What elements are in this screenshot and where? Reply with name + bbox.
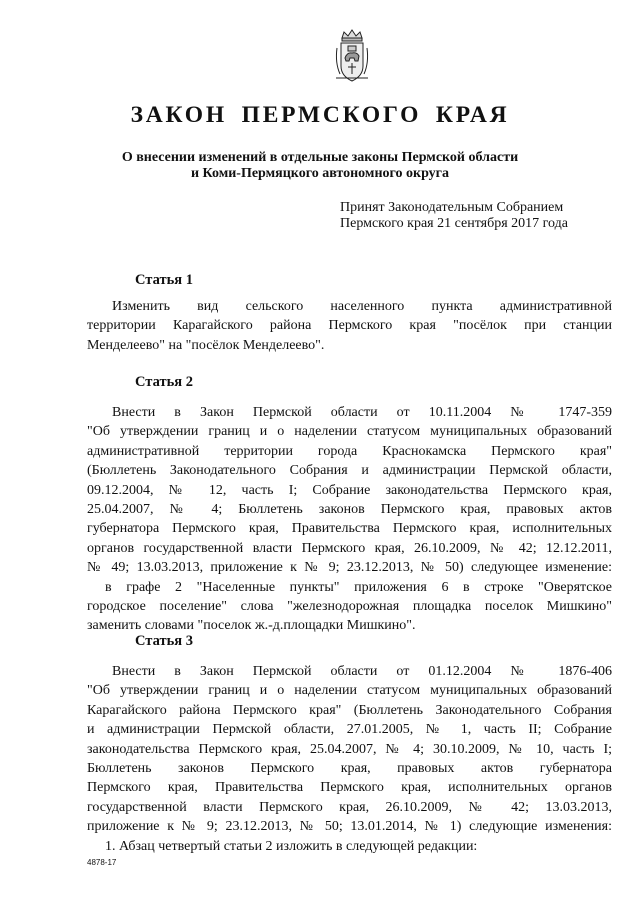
law-subtitle xyxy=(0,150,640,182)
text-line: административной территории города Краснокамска Пермского края" xyxy=(87,443,612,459)
law-title-text: ЗАКОН ПЕРМСКОГО КРАЯ xyxy=(130,102,510,128)
adoption-note xyxy=(340,200,568,232)
text-line: приложение к № 9; 23.12.2013, № 50; 13.01.2014, № 1) следующие изменения: xyxy=(87,819,612,835)
article-3-heading: Статья 3 xyxy=(135,633,193,649)
text-line: заменить словами "поселок ж.-д.площадки Мишкино". xyxy=(87,618,416,634)
text-line: Менделеево" на "посёлок Менделеево". xyxy=(87,337,325,353)
subtitle-line: и Коми-Пермяцкого автономного округа xyxy=(190,166,450,181)
article-1-body xyxy=(87,297,612,355)
text-line: губернатора Пермского края, Правительства Пермского края, исполнительных xyxy=(87,521,612,537)
subtitle-line: О внесении изменений в отдельные законы Пермской области xyxy=(121,150,519,165)
text-line: территории Карагайского района Пермского края "посёлок при станции xyxy=(87,318,612,334)
perm-krai-coat-of-arms-icon xyxy=(333,28,371,84)
text-line: № 49; 13.03.2013, приложение к № 9; 23.12.2013, № 50) следующее изменение: xyxy=(87,560,612,576)
text-line: 1. Абзац четвертый статьи 2 изложить в следующей редакции: xyxy=(105,838,478,854)
adoption-line: Принят Законодательным Собранием xyxy=(340,200,564,215)
text-line: 09.12.2004, № 12, часть I; Собрание законодательства Пермского края, xyxy=(87,482,612,498)
law-title xyxy=(0,102,640,129)
article-2-body xyxy=(87,403,612,636)
article-3-body xyxy=(87,662,612,856)
document-registration-code: 4878-17 xyxy=(87,858,117,867)
text-line: 25.04.2007, № 4; Бюллетень законов Пермского края, правовых актов xyxy=(87,502,612,518)
text-line: (Бюллетень Законодательного Собрания и администрации Пермской области, xyxy=(87,463,612,479)
text-line: органов государственной власти Пермского края, 26.10.2009, № 42; 12.12.2011, xyxy=(87,540,612,556)
text-line: Внести в Закон Пермской области от 10.11.2004 № 1747-359 xyxy=(112,405,612,420)
adoption-line: Пермского края 21 сентября 2017 года xyxy=(340,216,568,231)
text-line: "Об утверждении границ и о наделении статусом муниципальных образований xyxy=(87,424,612,440)
text-line: законодательства Пермского края, 25.04.2007, № 4; 30.10.2009, № 10, часть I; xyxy=(87,741,612,757)
text-line: Внести в Закон Пермской области от 01.12.2004 № 1876-406 xyxy=(112,664,612,679)
text-line: "Об утверждении границ и о наделении статусом муниципальных образований xyxy=(87,683,612,699)
text-line: Карагайского района Пермского края" (Бюллетень Законодательного Собрания xyxy=(87,702,612,718)
text-line: Изменить вид сельского населенного пункта административной xyxy=(112,299,612,314)
text-line: государственной власти Пермского края, 26.10.2009, № 42; 13.03.2013, xyxy=(87,799,612,815)
text-line: Бюллетень законов Пермского края, правовых актов губернатора xyxy=(87,761,612,777)
text-line: и администрации Пермской области, 27.01.2005, № 1, часть II; Собрание xyxy=(87,722,612,738)
text-line: в графе 2 "Населенные пункты" приложения 6 в строке "Оверятское xyxy=(105,579,612,595)
article-1-heading: Статья 1 xyxy=(135,272,193,288)
text-line: Пермского края, Правительства Пермского края, исполнительных органов xyxy=(87,780,612,796)
text-line: городское поселение" слова "железнодорожная площадка поселок Мишкино" xyxy=(87,599,612,615)
article-2-heading: Статья 2 xyxy=(135,374,193,390)
